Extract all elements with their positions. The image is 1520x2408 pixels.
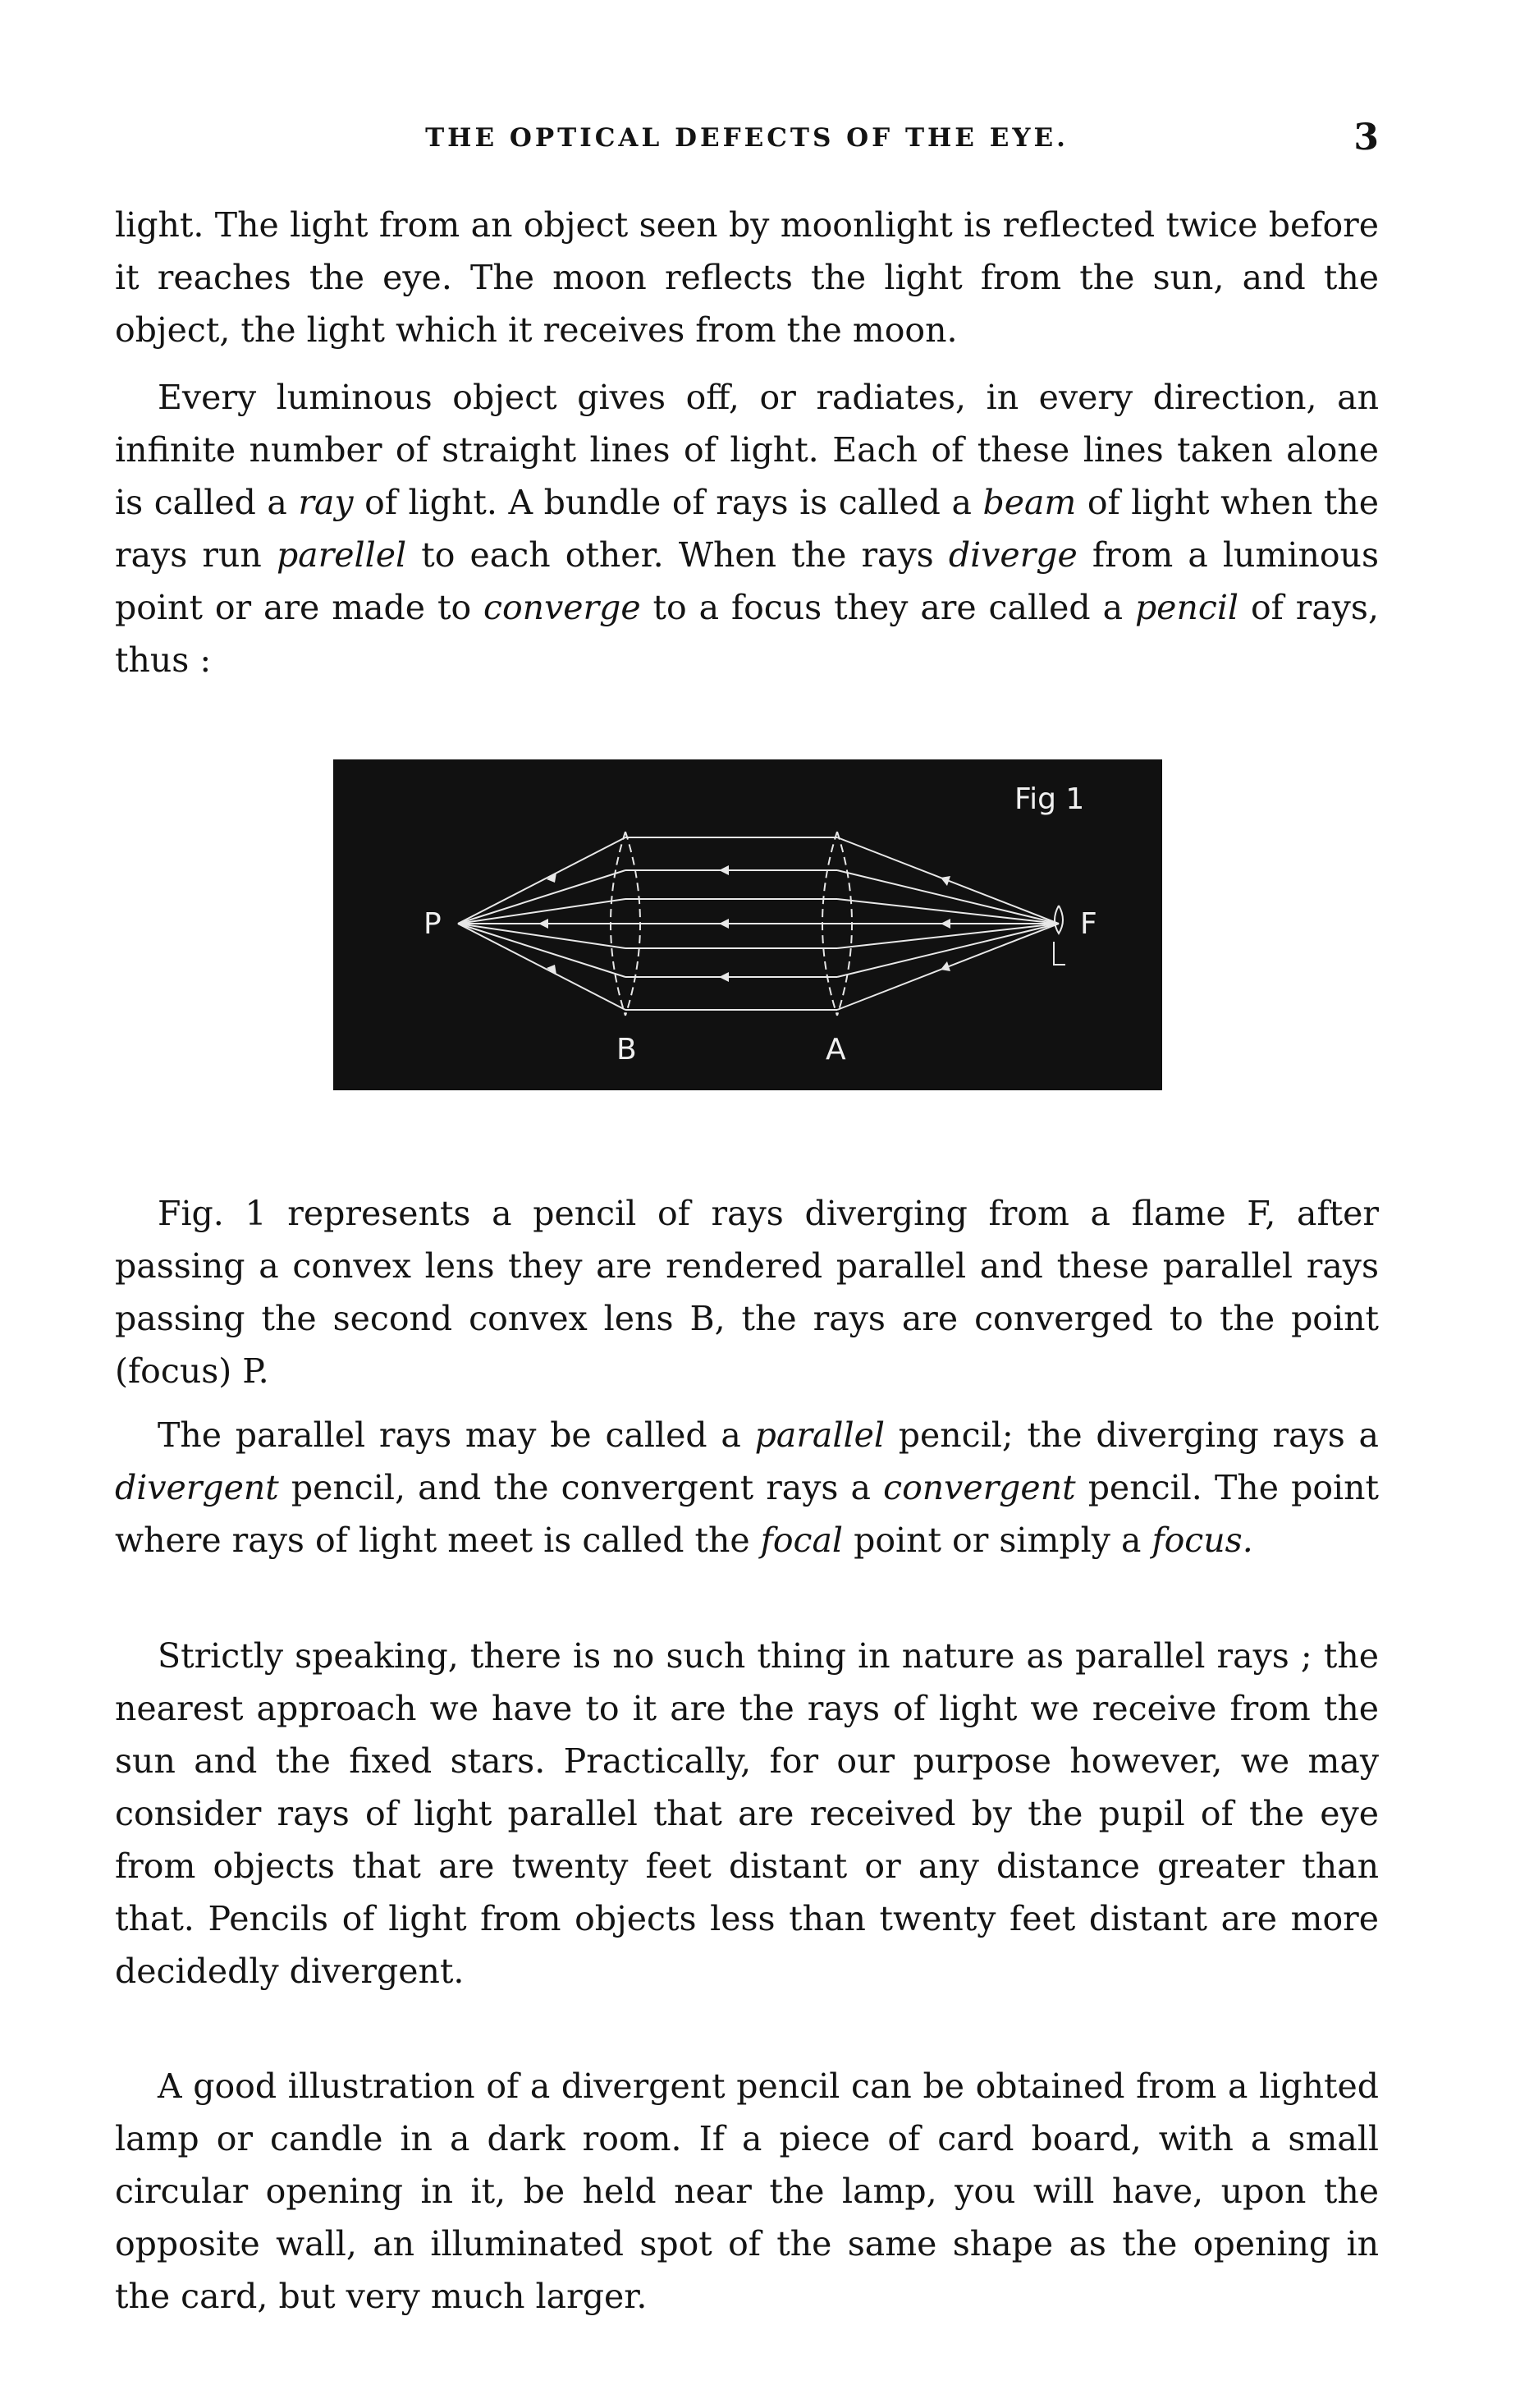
label-flame-f: F [1080, 907, 1097, 941]
text-run: from a luminous point or are made to [115, 535, 1379, 627]
text-run: Every luminous object gives off, or radiates, in every direction, an infinite number of straight lines of light. Each of these lines taken alone is called a [115, 378, 1379, 522]
lens-diagram-svg [333, 759, 1162, 1090]
text-run: pencil, and the convergent rays a [278, 1468, 884, 1507]
italic-term-ray: ray [298, 483, 354, 522]
running-head: THE OPTICAL DEFECTS OF THE EYE. [425, 123, 1069, 153]
paragraph-1: light. The light from an object seen by moonlight is reflected twice before it reaches the eye. The moon reflects the light from the sun, and the object, the light which it receives from the moon. [115, 205, 1379, 350]
italic-term-convergent: convergent [883, 1468, 1076, 1507]
italic-term-beam: beam [982, 483, 1077, 522]
italic-term-focal: focal [760, 1520, 844, 1560]
paragraph-2 [115, 371, 1379, 686]
paragraph-3: Fig. 1 represents a pencil of rays diverging from a flame F, after passing a convex lens they are rendered parallel and these parallel rays passing the second convex lens B, the rays are converged to the point (focus) P. [115, 1194, 1379, 1391]
label-lens-b: B [616, 1033, 637, 1066]
italic-term-focus: focus. [1151, 1520, 1253, 1560]
italic-term-parallel: parallel [754, 1415, 885, 1455]
text-run: of rays, thus : [115, 588, 1379, 680]
text-run: of light. A bundle of rays is called a [353, 483, 983, 522]
italic-term-pencil: pencil [1134, 588, 1239, 627]
text-run: point or simply a [843, 1520, 1152, 1560]
text-run: to each other. When the rays [406, 535, 949, 575]
text-run: to a focus they are called a [640, 588, 1135, 627]
page-header [115, 117, 1379, 172]
text-run: The parallel rays may be called a [158, 1415, 755, 1455]
label-lens-a: A [826, 1033, 846, 1066]
page-number: 3 [1353, 117, 1379, 158]
italic-term-converge: converge [483, 588, 641, 627]
text-run: pencil. The point where rays of light meet is called the [115, 1468, 1379, 1560]
italic-term-divergent: divergent [115, 1468, 279, 1507]
paragraph-6: A good illustration of a divergent pencil can be obtained from a lighted lamp or candle in a dark room. If a piece of card board, with a small circular opening in it, be held near the lamp, you will have, upon the opposite wall, an illuminated spot of the same shape as the opening in the card, but very much larger. [115, 2066, 1379, 2316]
text-run: of light when the rays run [115, 483, 1380, 575]
italic-term-diverge: diverge [948, 535, 1078, 575]
paragraph-4 [115, 1409, 1379, 1566]
italic-term-parellel: parellel [276, 535, 407, 575]
figure-title: Fig 1 [1014, 782, 1085, 816]
label-point-p: P [423, 907, 442, 941]
paragraph-5: Strictly speaking, there is no such thing in nature as parallel rays ; the nearest approach we have to it are the rays of light we receive from the sun and the fixed stars. Practically, for our purpose however, we may consider rays of light parallel that are received by the pupil of the eye from objects that are twenty feet distant or any distance greater than that. Pencils of light from objects less than twenty feet distant are more decidedly divergent. [115, 1636, 1379, 1991]
figure-lens-diagram [333, 759, 1162, 1090]
text-run: pencil; the diverging rays a [884, 1415, 1380, 1455]
